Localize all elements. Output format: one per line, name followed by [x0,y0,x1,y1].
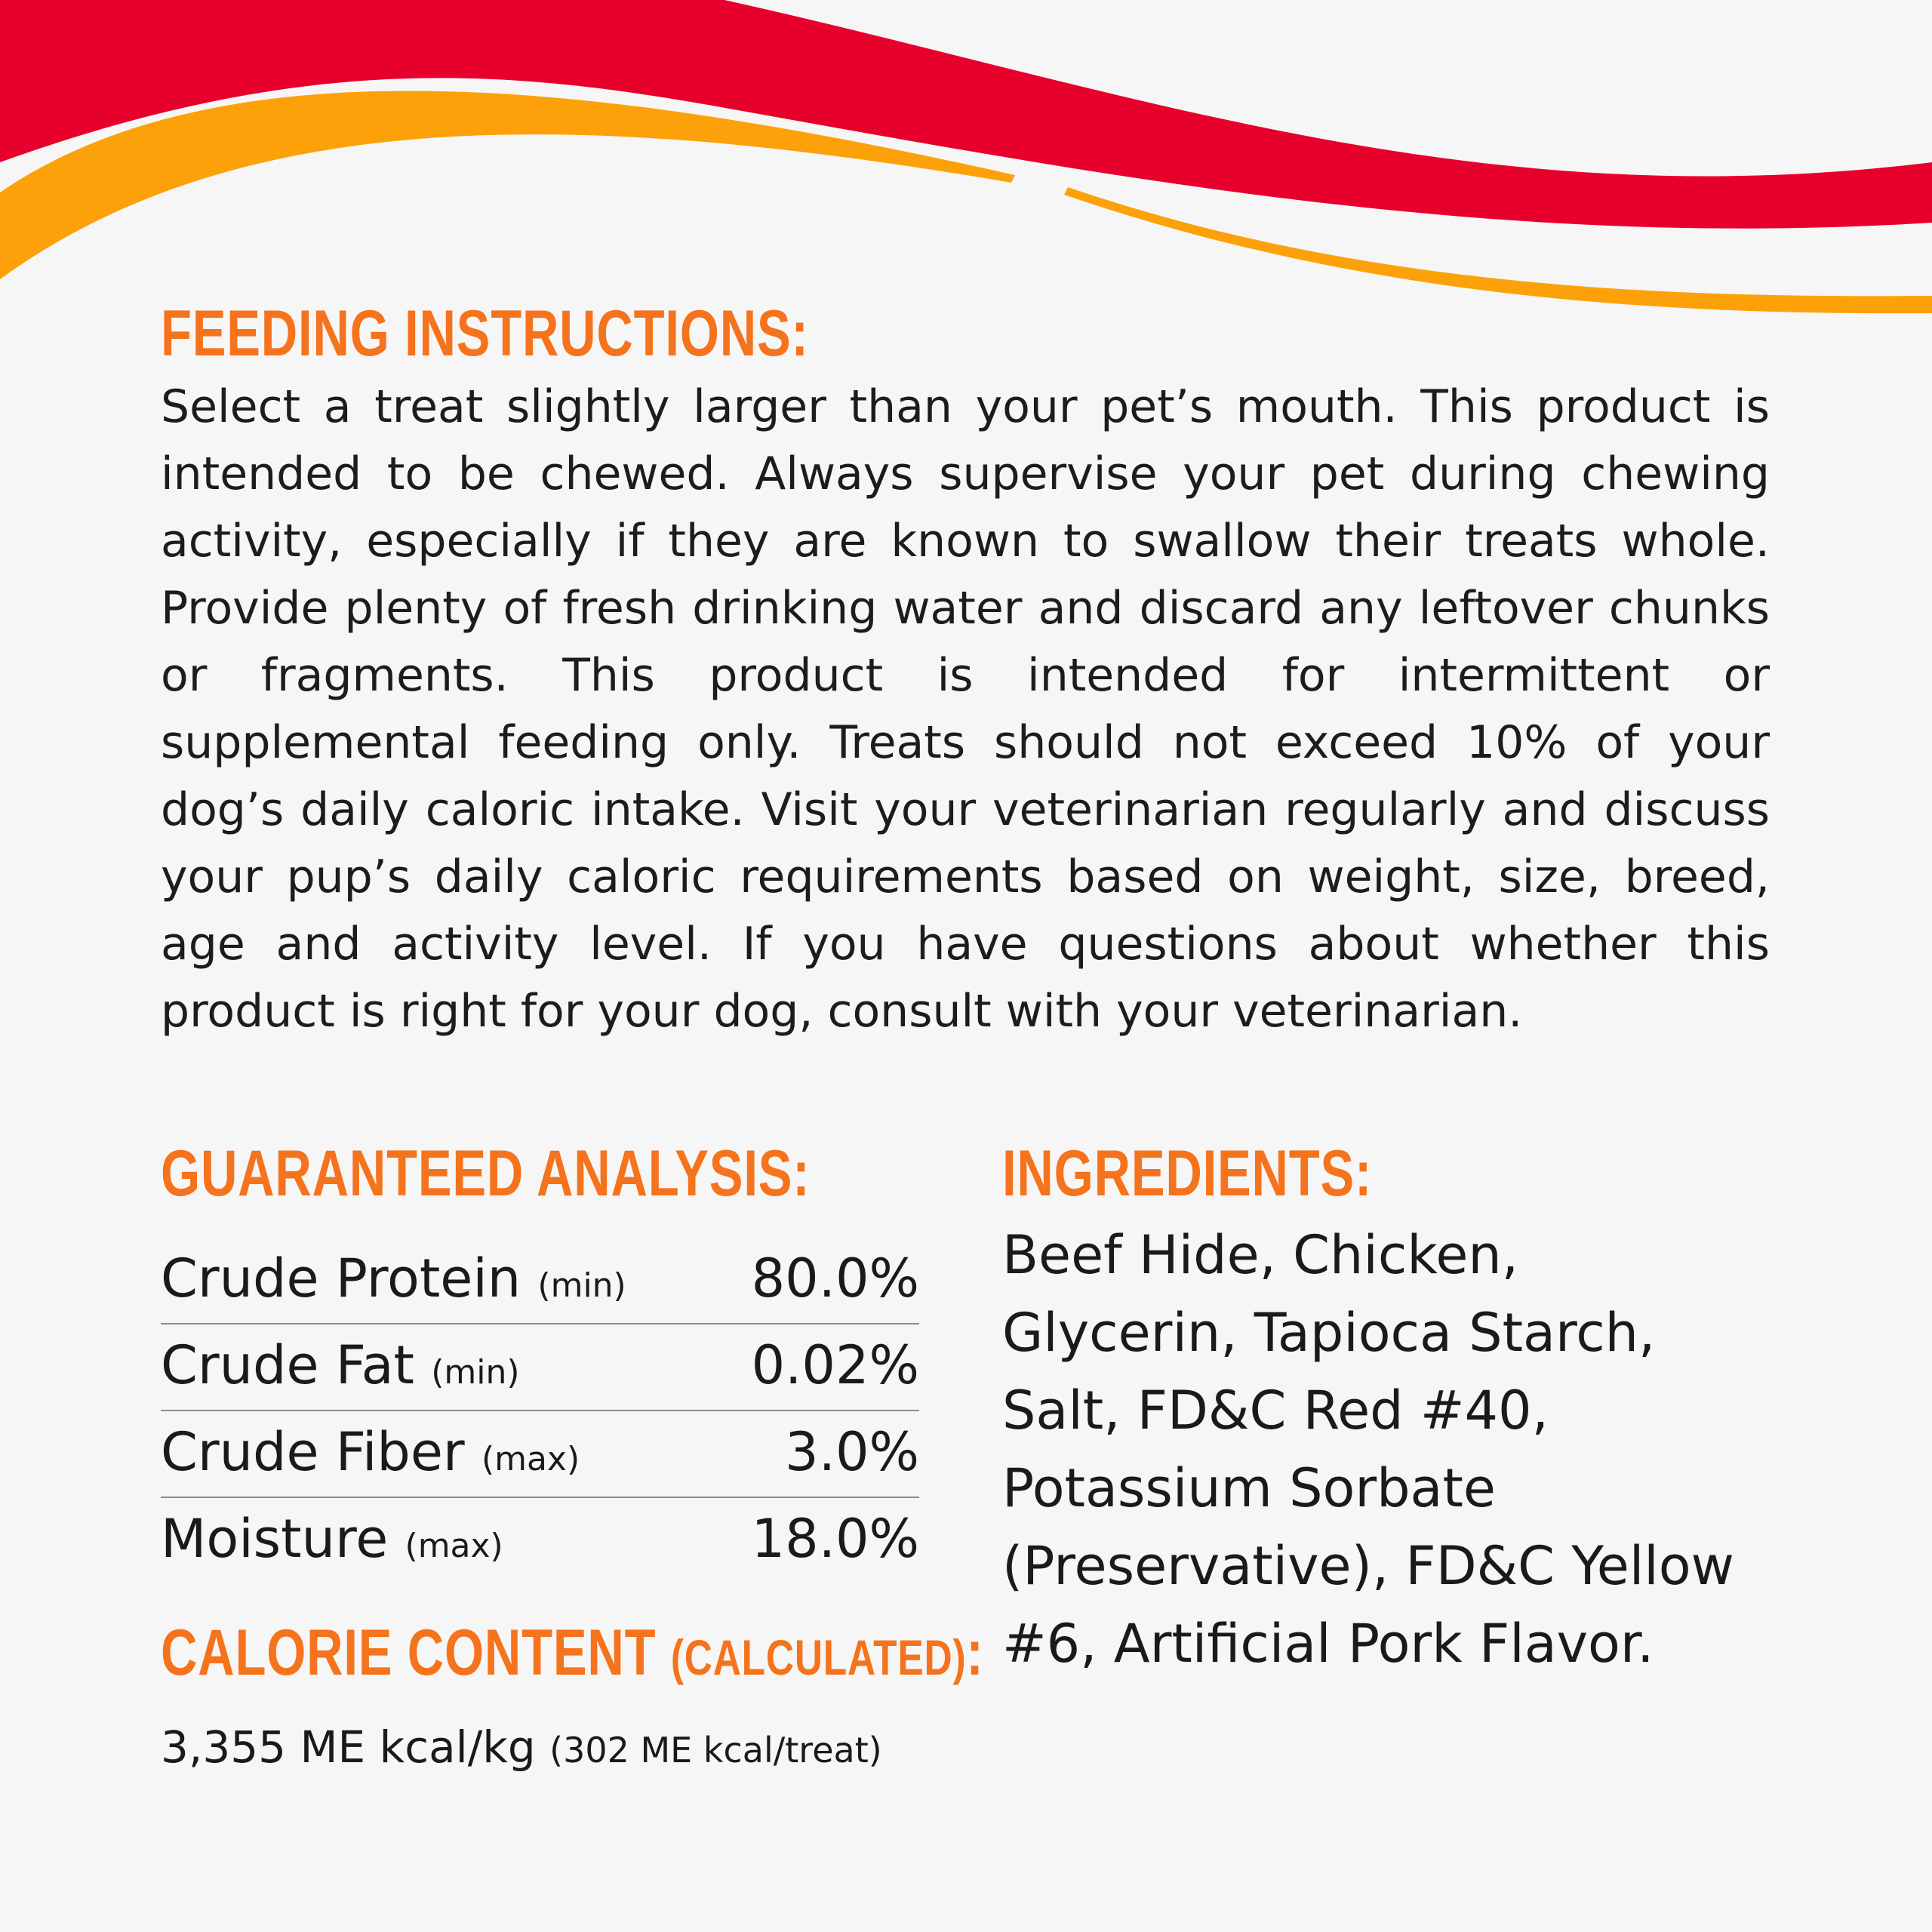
nutrient-name: Crude Fat [161,1334,414,1396]
calorie-per-kg: 3,355 ME kcal/kg [161,1721,536,1773]
analysis-label [161,1501,503,1584]
feeding-instructions-body: Select a treat slightly larger than your pet’s mouth. This product is intended to be chewed. Always supervise your pet during chewing activity, especially if they are known to swallow their treats whole. Provide plenty of fresh drinking water and discard any leftover chunks or fragments. This product is intended for intermittent or supplemental feeding only. Treats should not exceed 10% of your dog’s daily caloric intake. Visit your veterinarian regularly and discuss your pup’s daily caloric requirements based on weight, size, breed, age and activity level. If you have questions about whether this product is right for your dog, consult with your veterinarian. [161,380,1770,1038]
nutrient-qualifier: (max) [481,1440,580,1478]
calorie-title-main: CALORIE CONTENT [161,1617,657,1689]
analysis-row-crude-fat [161,1324,919,1411]
nutrient-name: Crude Protein [161,1247,521,1309]
analysis-label [161,1327,520,1411]
feeding-instructions-title: FEEDING INSTRUCTIONS: [161,297,809,370]
analysis-label [161,1414,580,1497]
guaranteed-analysis-table [161,1238,919,1585]
calorie-content-value [161,1713,882,1784]
nutrient-qualifier: (min) [537,1266,626,1305]
nutrient-value: 18.0% [751,1508,919,1570]
analysis-row-moisture [161,1498,919,1585]
calorie-per-treat: (302 ME kcal/treat) [549,1730,882,1770]
analysis-row-crude-protein [161,1238,919,1324]
nutrient-value: 3.0% [785,1421,919,1483]
calorie-content-title [161,1615,984,1695]
analysis-label [161,1241,626,1324]
guaranteed-analysis-title: GUARANTEED ANALYSIS: [161,1137,811,1210]
header-waves [0,0,1932,325]
calorie-title-qualifier: (CALCULATED) [670,1629,967,1685]
nutrient-qualifier: (min) [431,1353,520,1392]
calorie-title-colon: : [966,1617,984,1689]
nutrient-name: Moisture [161,1508,389,1570]
analysis-row-crude-fiber [161,1411,919,1498]
ingredients-body: Beef Hide, Chicken, Glycerin, Tapioca Starch, Salt, FD&C Red #40, Potassium Sorbate (Preservative), FD&C Yellow #6, Artificial Pork Flavor. [1002,1224,1734,1675]
nutrient-value: 80.0% [751,1247,919,1309]
ingredients-title: INGREDIENTS: [1002,1137,1373,1210]
nutrient-value: 0.02% [751,1334,919,1396]
nutrient-qualifier: (max) [405,1527,503,1565]
nutrient-name: Crude Fiber [161,1421,465,1483]
